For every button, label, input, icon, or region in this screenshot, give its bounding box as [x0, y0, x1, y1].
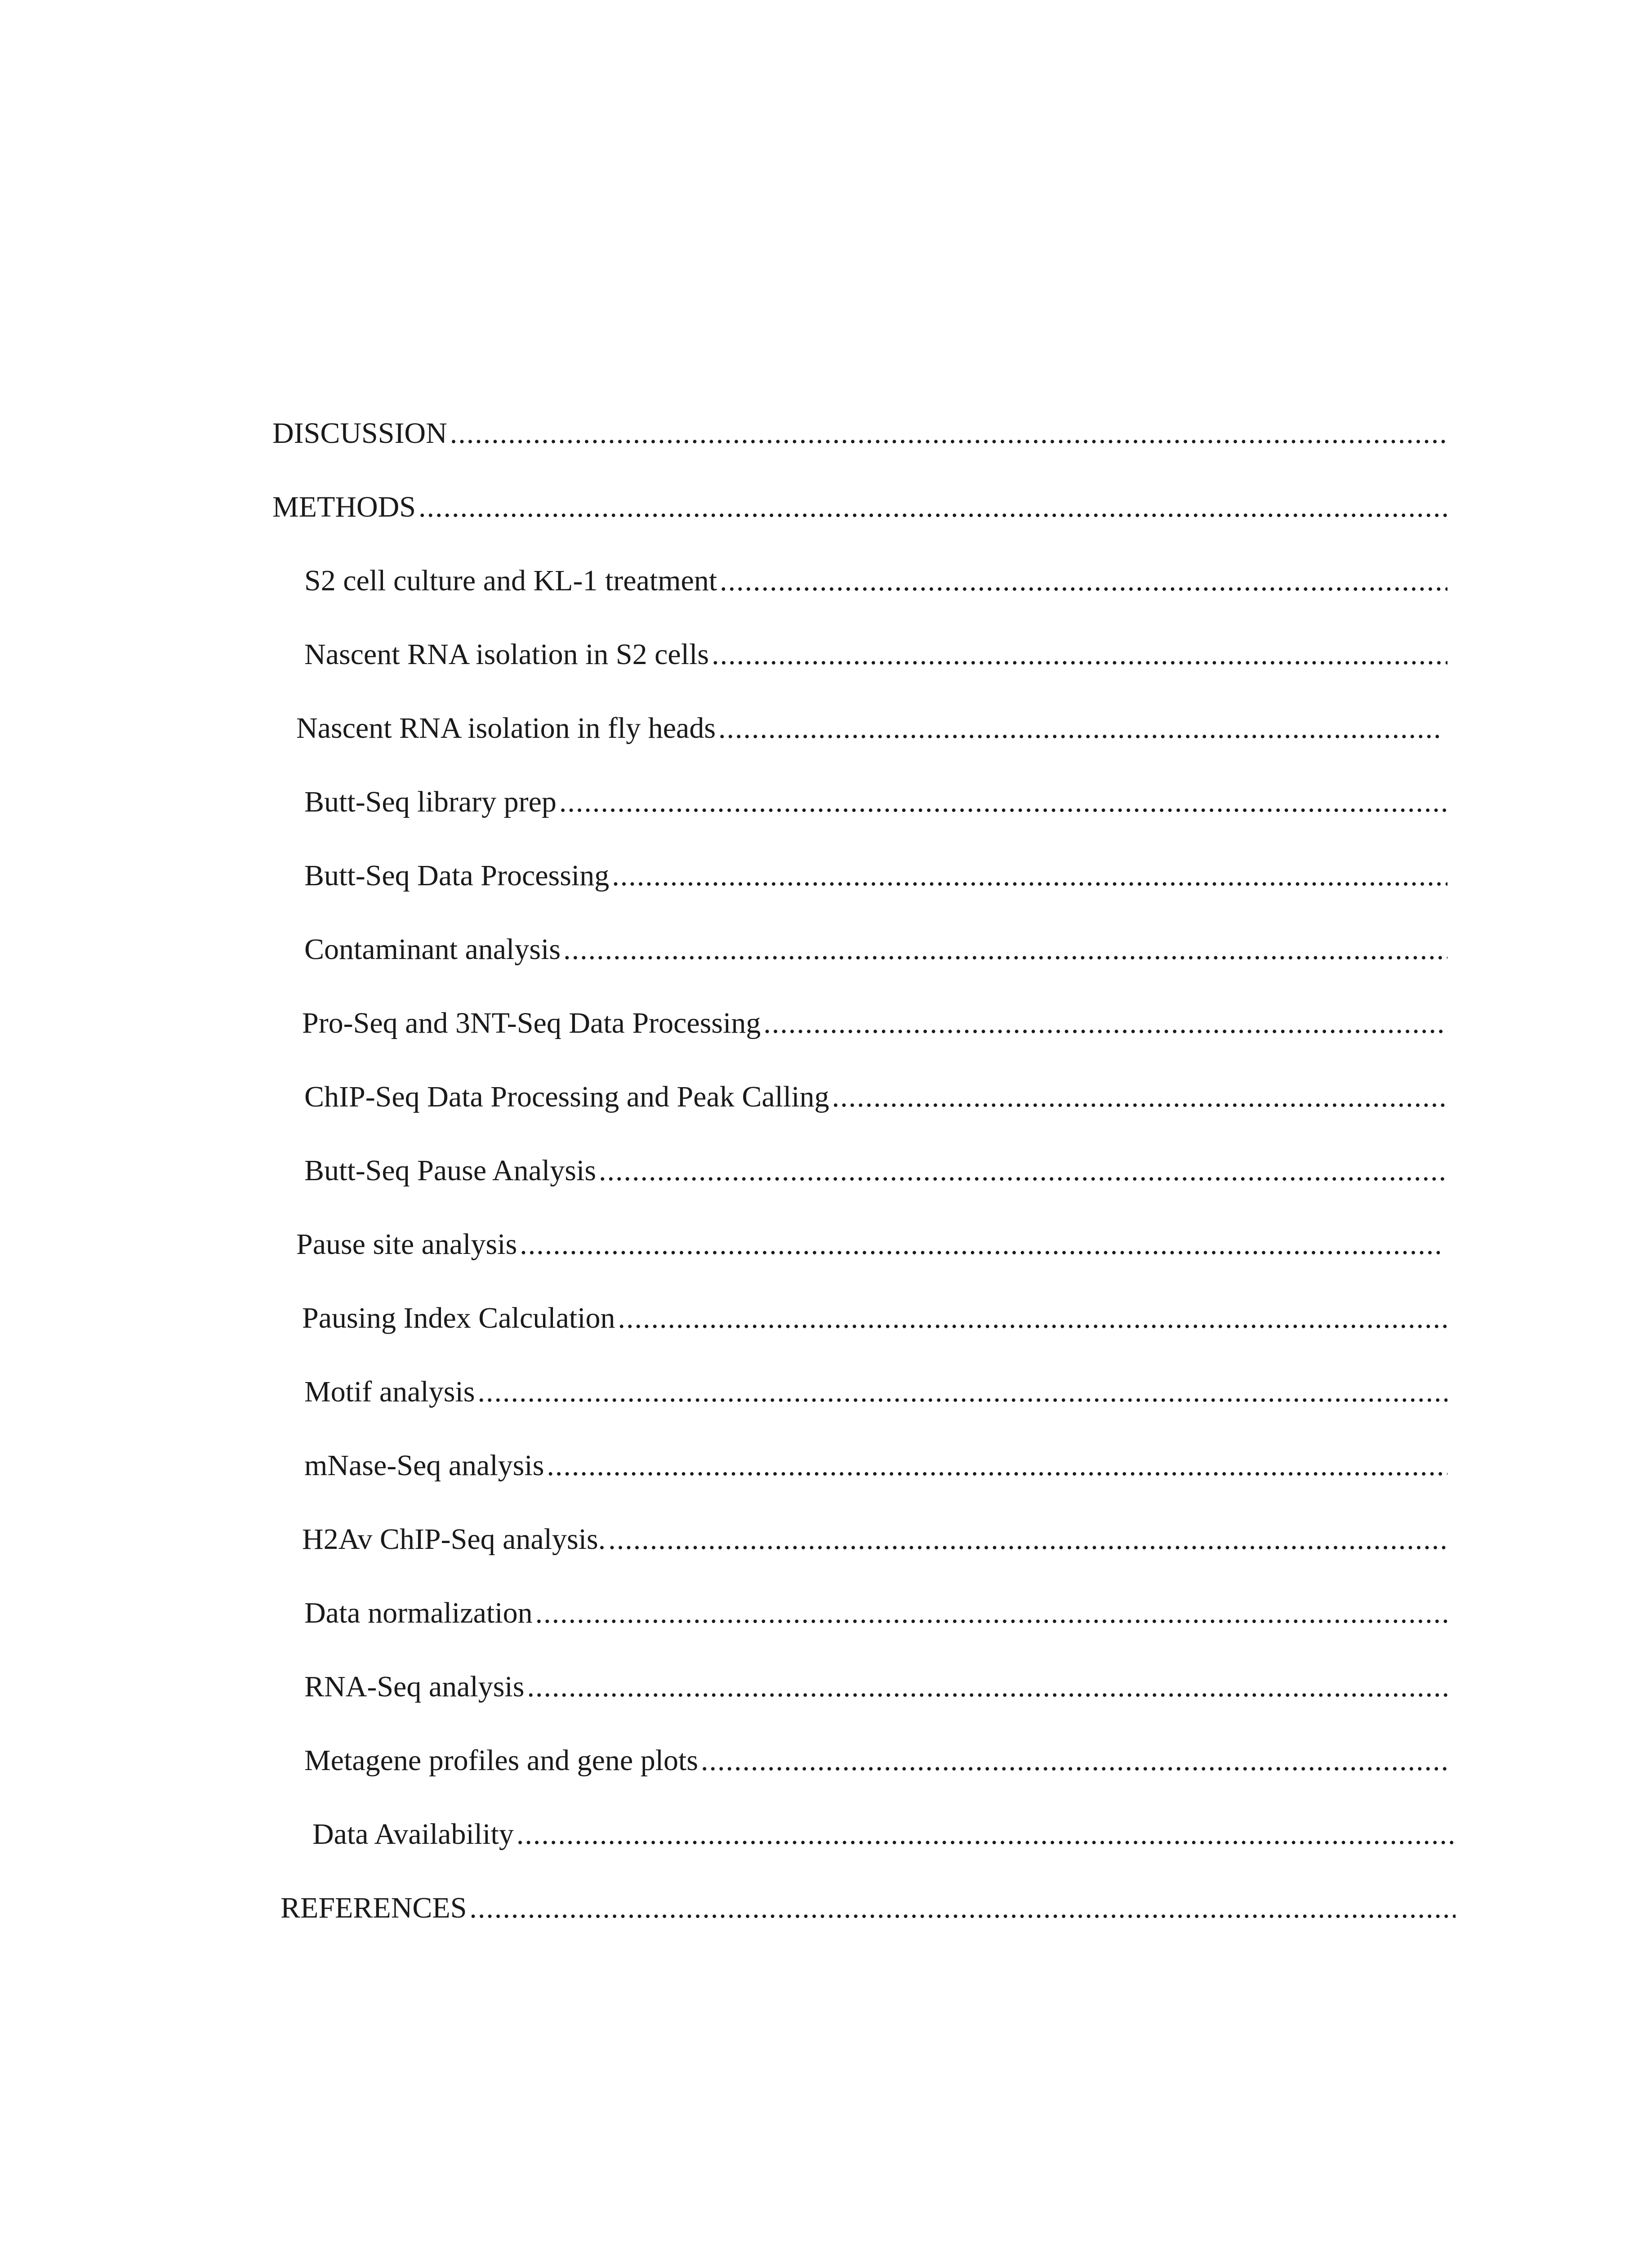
toc-entry-discussion[interactable]: [272, 409, 1447, 458]
dot-leader: [547, 1441, 1447, 1490]
toc-entry-label: Pause site analysis: [296, 1228, 517, 1261]
toc-entry-label: Pro-Seq and 3NT-Seq Data Processing: [302, 1007, 761, 1039]
toc-entry-label: H2Av ChIP-Seq analysis.: [302, 1523, 606, 1556]
toc-entry-data-availability[interactable]: [312, 1810, 1456, 1859]
toc-entry-metagene-profiles[interactable]: [304, 1736, 1447, 1785]
dot-leader: [563, 925, 1447, 974]
toc-entry-pausing-index[interactable]: [302, 1293, 1447, 1343]
toc-entry-label: RNA-Seq analysis: [304, 1670, 525, 1703]
toc-entry-label: Data Availability: [312, 1818, 514, 1851]
toc-entry-nascent-rna-s2[interactable]: [304, 630, 1447, 679]
toc-entry-label: Metagene profiles and gene plots: [304, 1744, 699, 1777]
dot-leader: [469, 1883, 1456, 1933]
toc-entry-methods[interactable]: [272, 482, 1447, 532]
dot-leader: [712, 630, 1447, 679]
dot-leader: [535, 1588, 1447, 1638]
dot-leader: [763, 999, 1447, 1048]
toc-entry-butt-seq-processing[interactable]: [304, 851, 1447, 901]
toc-entry-label: Nascent RNA isolation in fly heads: [296, 712, 716, 745]
dot-leader: [419, 482, 1447, 532]
toc-entry-label: REFERENCES: [281, 1891, 467, 1924]
dot-leader: [832, 1072, 1447, 1122]
toc-entry-butt-seq-library[interactable]: [304, 777, 1447, 827]
dot-leader: [612, 851, 1447, 901]
dot-leader: [517, 1810, 1456, 1859]
dot-leader: [450, 409, 1447, 458]
toc-entry-h2av-chip-seq[interactable]: [302, 1515, 1447, 1564]
toc-entry-label: DISCUSSION: [272, 417, 447, 450]
toc-entry-pause-site[interactable]: [296, 1220, 1440, 1269]
dot-leader: [701, 1736, 1447, 1785]
toc-entry-label: Nascent RNA isolation in S2 cells: [304, 638, 709, 671]
dot-leader: [527, 1662, 1447, 1712]
toc-entry-motif-analysis[interactable]: [304, 1367, 1447, 1417]
toc-entry-chip-seq-processing[interactable]: [304, 1072, 1447, 1122]
toc-entry-data-normalization[interactable]: [304, 1588, 1447, 1638]
toc-entry-s2-cell-culture[interactable]: [304, 556, 1447, 606]
dot-leader: [720, 556, 1447, 606]
toc-entry-label: Butt-Seq Data Processing: [304, 859, 610, 892]
toc-entry-references[interactable]: [281, 1883, 1456, 1933]
toc-entry-label: Motif analysis: [304, 1375, 475, 1408]
toc-entry-label: ChIP-Seq Data Processing and Peak Calling: [304, 1080, 829, 1113]
toc-entry-label: Butt-Seq library prep: [304, 785, 557, 818]
toc-entry-label: Pausing Index Calculation: [302, 1302, 615, 1334]
toc-entry-label: mNase-Seq analysis: [304, 1449, 544, 1482]
toc-entry-butt-seq-pause[interactable]: [304, 1146, 1447, 1195]
dot-leader: [477, 1367, 1447, 1417]
toc-entry-label: S2 cell culture and KL-1 treatment: [304, 564, 717, 597]
toc-entry-label: Data normalization: [304, 1597, 533, 1629]
toc-entry-contaminant-analysis[interactable]: [304, 925, 1447, 974]
dot-leader: [520, 1220, 1440, 1269]
dot-leader: [718, 704, 1440, 753]
toc-entry-label: METHODS: [272, 491, 416, 523]
dot-leader: [608, 1515, 1447, 1564]
toc-entry-nascent-rna-fly-heads[interactable]: [296, 704, 1440, 753]
toc-entry-pro-seq-processing[interactable]: [302, 999, 1447, 1048]
toc-entry-mnase-seq[interactable]: [304, 1441, 1447, 1490]
toc-entry-label: Contaminant analysis: [304, 933, 561, 966]
toc-entry-rna-seq[interactable]: [304, 1662, 1447, 1712]
toc-entry-label: Butt-Seq Pause Analysis: [304, 1154, 597, 1187]
dot-leader: [559, 777, 1447, 827]
dot-leader: [618, 1293, 1447, 1343]
dot-leader: [599, 1146, 1447, 1195]
